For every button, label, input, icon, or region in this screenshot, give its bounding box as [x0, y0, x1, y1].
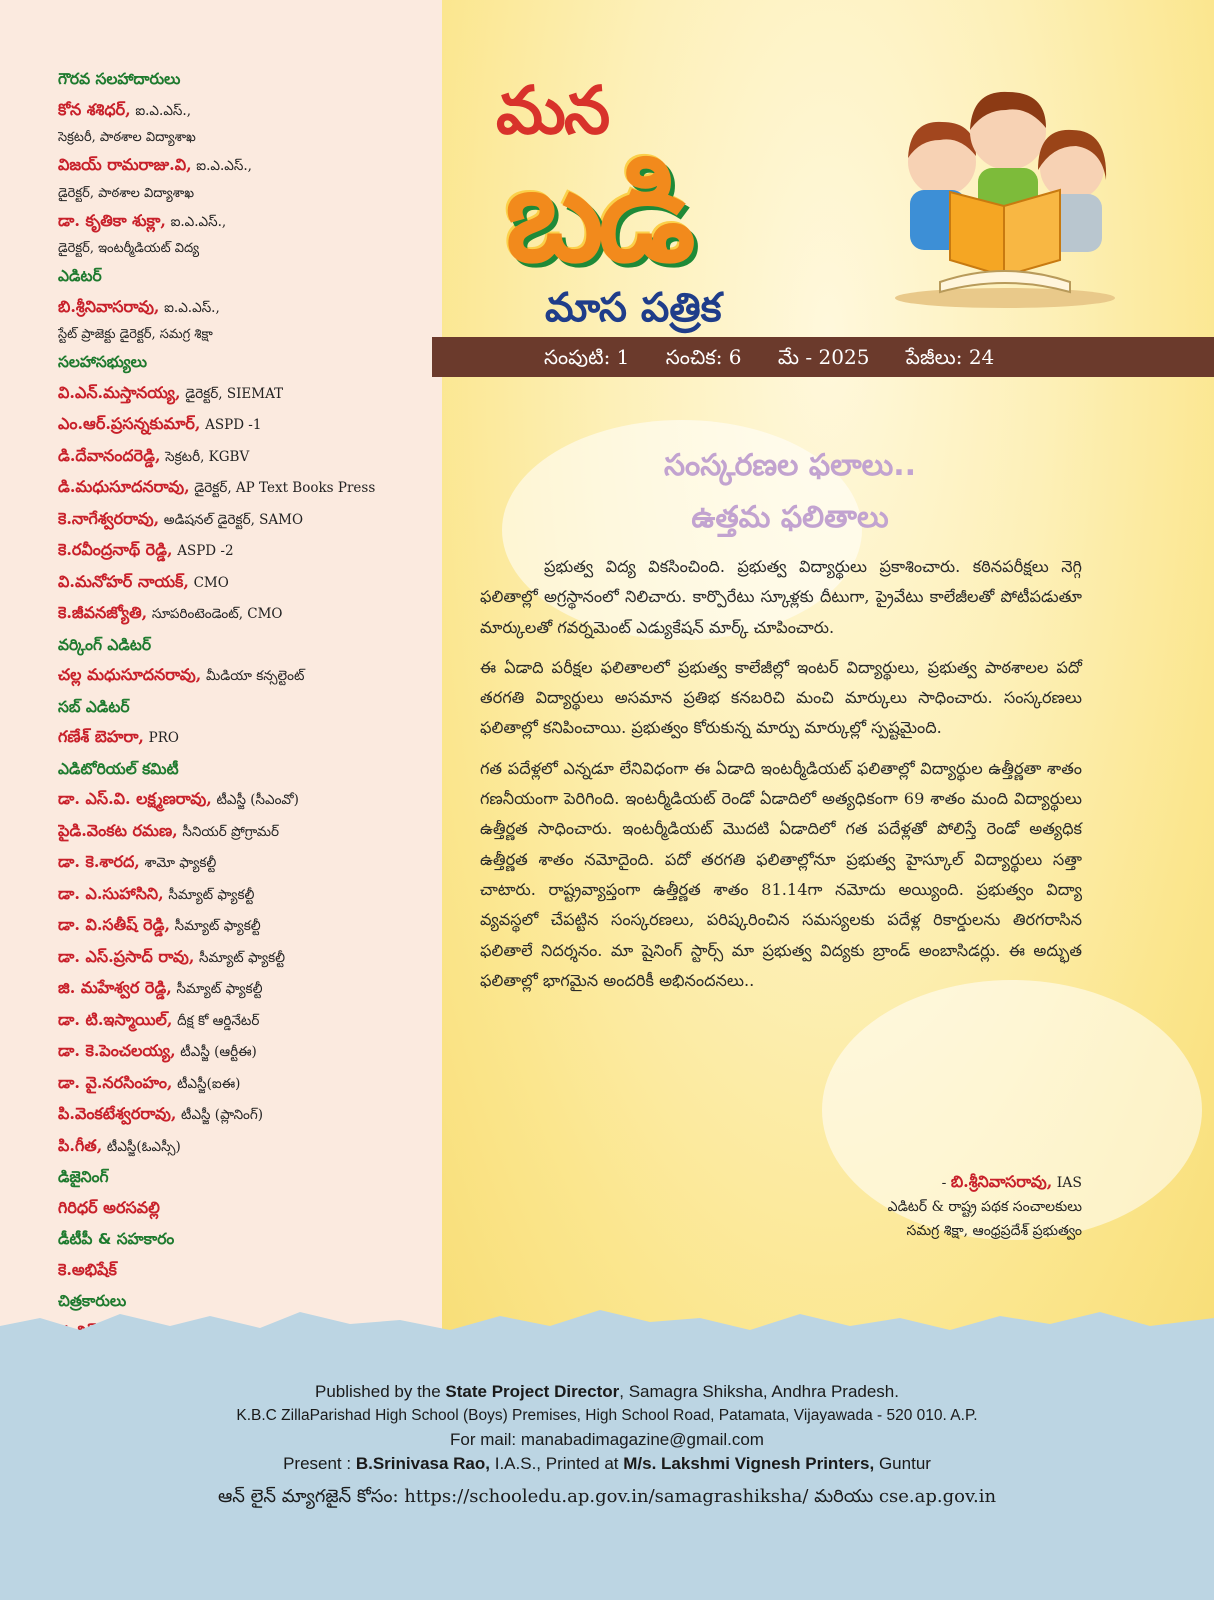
credit-name: డి.మధుసూదనరావు,	[58, 477, 190, 496]
credit-name: పి.వెంకటేశ్వరరావు,	[58, 1104, 177, 1123]
editorial-article	[480, 552, 1082, 1006]
article-paragraph: ప్రభుత్వ విద్య వికసించింది. ప్రభుత్వ విద్యార్థులు ప్రకాశించారు. కఠినపరీక్షలు నెగ్గి ఫలితాల్లో అగ్రస్థానంలో నిలిచారు. కార్పొరేటు స్కూళ్లకు దీటుగా, ప్రైవేటు కాలేజీలతో పోటీపడుతూ మార్కులతో గవర్నమెంట్ ఎడ్యుకేషన్ మార్క్ చూపించారు.	[480, 557, 1082, 637]
credit-name: కోన శశిధర్,	[58, 99, 131, 119]
credit-role: టీఎస్జీ (ప్లానింగ్)	[181, 1107, 264, 1123]
credit-role: ASPD -1	[205, 417, 262, 433]
credit-role: సీమ్యాట్ ఫ్యాకల్టీ	[168, 886, 255, 903]
credits-heading: ఎడిటోరియల్ కమిటీ	[58, 759, 179, 778]
credit-name: పైడి.వెంకట రమణ,	[58, 820, 178, 840]
footer-online-links: ఆన్ లైన్ మ్యాగజైన్ కోసం: https://schooledu.ap.gov.in/samagrashiksha/ మరియు cse.ap.gov.in	[217, 1486, 997, 1507]
credit-name: డా. వి.సతీష్ రెడ్డి,	[58, 915, 171, 934]
footer-email: For mail: manabadimagazine@gmail.com	[450, 1430, 764, 1449]
torn-edge-shape	[0, 1310, 1214, 1356]
credit-name: డా. వై.నరసింహం,	[58, 1072, 173, 1092]
book-cover	[950, 192, 1004, 276]
footer-address: K.B.C ZillaParishad High School (Boys) Premises, High School Road, Patamata, Vijayawada - 520 010. A.P.	[236, 1407, 978, 1424]
torn-paper-edge	[0, 1296, 1214, 1356]
credit-role: ఐ.ఎ.ఎస్.,	[196, 158, 252, 174]
shadow	[895, 288, 1115, 308]
credit-name: వి.మనోహర్ నాయక్,	[58, 571, 189, 591]
credit-name: జి. మహేశ్వర రెడ్డి,	[58, 978, 172, 997]
credit-role: డైరెక్టర్, AP Text Books Press	[194, 480, 376, 496]
credit-role: సెక్రటరీ, KGBV	[165, 448, 250, 465]
credit-name: కె.రవీంద్రనాథ్ రెడ్డి,	[58, 540, 173, 559]
credit-name: డి.దేవానందరెడ్డి,	[58, 445, 161, 465]
credit-role: సీనియర్ ప్రోగ్రామర్	[182, 823, 280, 840]
credit-role: సీమ్యాట్ ఫ్యాకల్టీ	[176, 981, 263, 997]
credit-name: డా. టి.ఇస్మాయిల్,	[58, 1009, 173, 1029]
credits-heading: డీటీపీ & సహకారం	[58, 1230, 175, 1248]
footer-printer: M/s. Lakshmi Vignesh Printers,	[623, 1454, 875, 1473]
credit-role: శామో ఫ్యాకల్టీ	[144, 855, 217, 871]
credit-role: టీఎస్జీ(ఓఎస్సీ)	[106, 1138, 181, 1155]
credit-role: సెక్రటరీ, పాఠశాల విద్యాశాఖ	[58, 130, 196, 145]
credit-role: ASPD -2	[177, 543, 234, 559]
footer-present-label: Present :	[283, 1454, 356, 1473]
footer-printed-at: I.A.S., Printed at	[490, 1454, 624, 1473]
credit-role: ఐ.ఎ.ఎస్.,	[170, 213, 227, 230]
credit-role: మీడియా కన్సల్టెంట్	[205, 668, 305, 684]
children-reading-illustration	[880, 70, 1130, 310]
credit-name: విజయ్ రామరాజు.వి,	[58, 155, 192, 174]
credit-role: ఐ.ఎ.ఎస్.,	[135, 102, 191, 119]
sign-dash: -	[941, 1175, 947, 1191]
credit-name: కె.అభిషేక్	[58, 1259, 117, 1279]
sign-role: సమగ్ర శిక్షా, ఆంధ్రప్రదేశ్ ప్రభుత్వం	[906, 1223, 1082, 1239]
footer-presenter: B.Srinivasa Rao,	[355, 1454, 490, 1473]
credit-role: డైరెక్టర్, ఇంటర్మీడియట్ విద్య	[58, 241, 200, 256]
credit-name: డా. ఎ.సుహాసిని,	[58, 883, 164, 903]
credit-role: డైరెక్టర్, పాఠశాల విద్యాశాఖ	[58, 185, 195, 201]
credit-name: వి.ఎన్.మస్తానయ్య,	[58, 382, 181, 402]
credit-role: దీక్ష కో ఆర్డినేటర్	[177, 1012, 260, 1029]
article-paragraph: ఈ ఏడాది పరీక్షల ఫలితాలలో ప్రభుత్వ కాలేజీల్లో ఇంటర్ విద్యార్థులు, ప్రభుత్వ పాఠశాలల పదో తరగతి విద్యార్థులు అసమాన ప్రతిభ కనబరిచి మంచి మార్కులు సాధించారు. సంస్కరణలు ఫలితాల్లో కనిపించాయి. ప్రభుత్వం కోరుకున్న మార్పు మార్కుల్లో స్పష్టమైంది.	[480, 657, 1082, 738]
credit-role: CMO	[193, 574, 229, 591]
credits-heading: వర్కింగ్ ఎడిటర్	[58, 635, 152, 654]
credits-heading: గౌరవ సలహాదారులు	[58, 70, 181, 88]
sign-role: ఎడిటర్ & రాష్ట్ర పథక సంచాలకులు	[887, 1199, 1082, 1215]
footer-text	[0, 1380, 1214, 1512]
credit-name: డా. ఎస్.ప్రసాద్ రావు,	[58, 946, 195, 966]
volume-label: సంపుటి: 1	[544, 345, 630, 369]
credit-role: స్టేట్ ప్రాజెక్టు డైరెక్టర్, సమగ్ర శిక్షా	[58, 327, 213, 342]
credits-list	[58, 64, 442, 1348]
credit-role: PRO	[148, 730, 179, 746]
credit-name: డా. కె.శారద,	[58, 852, 140, 871]
credits-heading: సబ్ ఎడిటర్	[58, 697, 130, 716]
footer-city: Guntur	[874, 1454, 931, 1473]
issue-info-bar	[432, 337, 1214, 377]
credits-heading: చిత్రకారులు	[58, 1292, 127, 1310]
credit-role: సీమ్యాట్ ఫ్యాకల్టీ	[174, 918, 261, 934]
credit-name: గణేశ్ బెహరా,	[58, 727, 145, 746]
book-cover	[1004, 190, 1060, 276]
credit-role: టీఎస్జీ(ఐఈ)	[177, 1075, 241, 1092]
editorial-signature	[888, 1170, 1082, 1243]
credit-name: ఎం.ఆర్.ప్రసన్నకుమార్,	[58, 414, 201, 433]
logo-mana: మన	[496, 72, 609, 149]
credit-name: బి.శ్రీనివాసరావు,	[58, 296, 160, 316]
date-label: మే - 2025	[777, 345, 870, 369]
credits-heading: డిజైనింగ్	[58, 1168, 109, 1186]
credit-role: టీఎస్జీ (ఆర్టీఈ)	[180, 1044, 257, 1060]
footer-publisher: State Project Director	[445, 1382, 620, 1401]
issue-label: సంచిక: 6	[665, 345, 742, 369]
credit-name: కె.నాగేశ్వరరావు,	[58, 508, 160, 528]
article-title-line2: ఉత్తమ ఫలితాలు	[691, 500, 889, 535]
credit-role: అడిషనల్ డైరెక్టర్, SAMO	[163, 511, 304, 528]
credit-name: డా. ఎస్.వి. లక్ష్మణరావు,	[58, 789, 212, 808]
logo-subtitle: మాస పత్రిక	[545, 285, 722, 331]
credit-name: చల్ల మధుసూదనరావు,	[58, 665, 202, 684]
article-title-line1: సంస్కరణల ఫలాలు..	[663, 448, 917, 483]
logo-badi: బడి	[505, 138, 690, 292]
credit-name: డా. కృతికా శుక్లా,	[58, 210, 166, 230]
credit-role: సూపరింటెండెంట్, CMO	[151, 606, 283, 622]
credit-name: పి.గీత,	[58, 1135, 103, 1155]
credit-name: గిరిధర్ అరసవల్లి	[58, 1197, 160, 1217]
credit-name: డా. కె.పెంచలయ్య,	[58, 1041, 176, 1060]
article-paragraph: గత పదేళ్లలో ఎన్నడూ లేనివిధంగా ఈ ఏడాది ఇంటర్మీడియట్ ఫలితాల్లో విద్యార్థుల ఉత్తీర్ణతా శాతం గణనీయంగా పెరిగింది. ఇంటర్మీడియట్ రెండో ఏడాదిలో అత్యధికంగా 69 శాతం మంది విద్యార్థులు ఉత్తీర్ణత సాధించారు. ఇంటర్మీడియట్ మొదటి ఏడాదిలో గత పదేళ్లతో పోలిస్తే రెండో అత్యధిక ఉత్తీర్ణత శాతం నమోదైంది. పదో తరగతి ఫలితాల్లోనూ ప్రభుత్వ హైస్కూల్ విద్యార్థులు సత్తా చాటారు. రాష్ట్రవ్యాప్తంగా ఉత్తీర్ణత శాతం 81.14గా నమోదు అయ్యింది. ప్రభుత్వం విద్యా వ్యవస్థలో చేపట్టిన సంస్కరణలు, పరిష్కరించిన సమస్యలకు పదేళ్ల రికార్డులను తిరగరాసిన ఫలితాలే నిదర్శనం. మా షైనింగ్ స్టార్స్ మా ప్రభుత్వ విద్యకు బ్రాండ్ అంబాసిడర్లు. ఈ అద్భుత ఫలితాల్లో భాగమైన అందరికీ అభినందనలు..	[480, 758, 1082, 990]
credit-role: డైరెక్టర్, SIEMAT	[185, 385, 284, 402]
credit-name: కె.జీవనజ్యోతి,	[58, 603, 148, 622]
pages-label: పేజీలు: 24	[905, 345, 995, 369]
credit-role: ఐ.ఎ.ఎస్.,	[164, 299, 220, 316]
sign-suffix: IAS	[1056, 1175, 1082, 1191]
credits-heading: సలహాసభ్యులు	[58, 353, 148, 371]
sign-name: బి.శ్రీనివాసరావు,	[950, 1172, 1053, 1191]
credit-role: సీమ్యాట్ ఫ్యాకల్టీ	[199, 949, 286, 966]
credit-role: టీఎస్జీ (సీఎంవో)	[216, 792, 299, 808]
footer-publisher-prefix: Published by the	[315, 1382, 446, 1401]
footer-publisher-suffix: , Samagra Shiksha, Andhra Pradesh.	[619, 1382, 899, 1401]
credits-heading: ఎడిటర్	[58, 267, 102, 285]
